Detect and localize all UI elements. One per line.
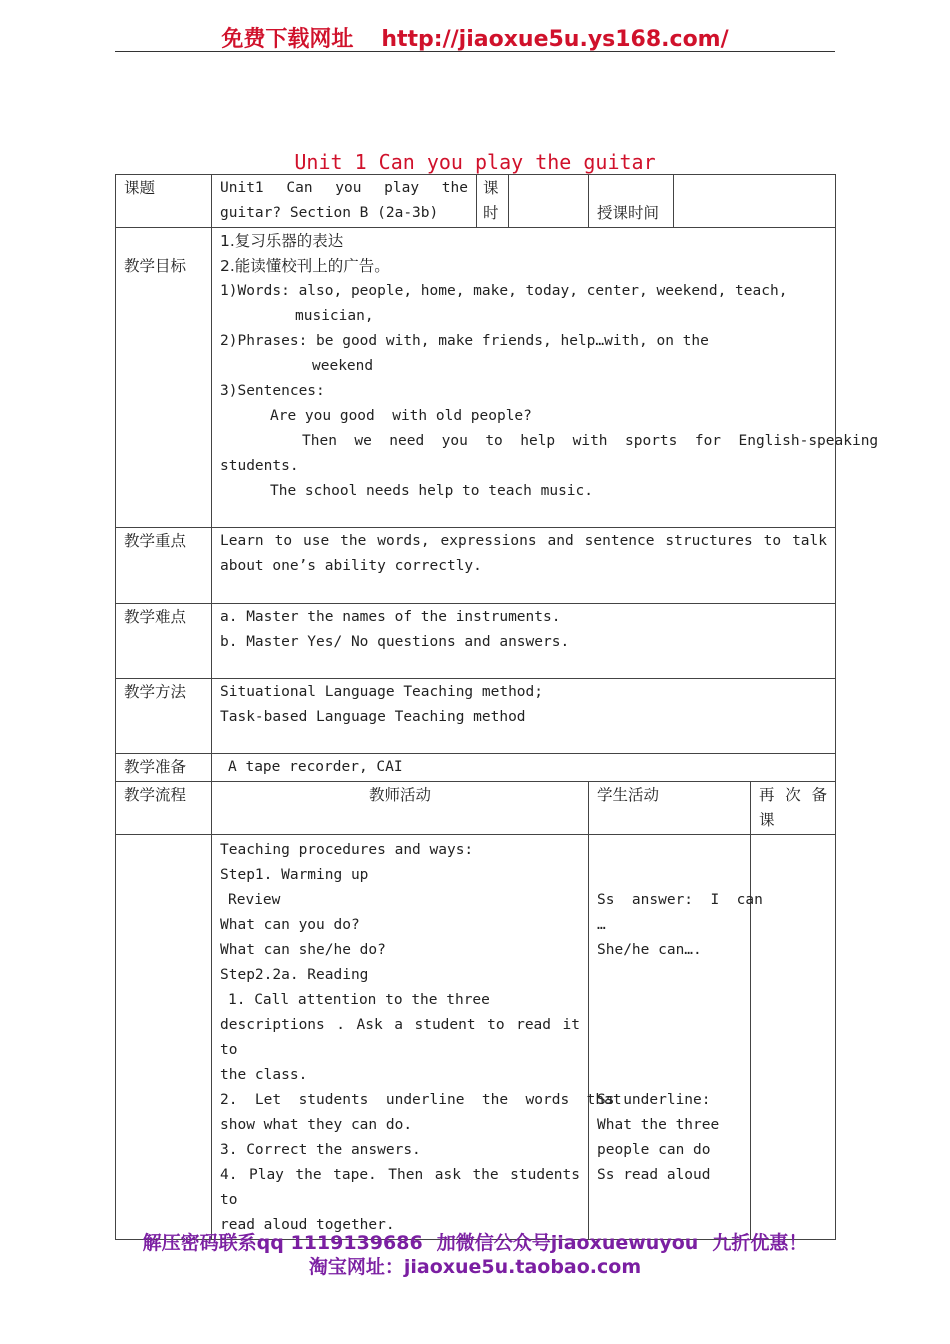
teacher-line: What can you do? — [220, 917, 360, 933]
key-points-line-2: about one’s ability correctly. — [220, 558, 482, 574]
objective-item: 1)Words: also, people, home, make, today, center, weekend, teach, — [220, 283, 788, 299]
key-points-line-1: Learn to use the words, expressions and sentence structures to talk — [220, 533, 827, 549]
hours-label-1: 课 — [483, 179, 499, 197]
objective-item: 2)Phrases: be good with, make friends, help…with, on the — [220, 333, 709, 349]
footer-discount: 九折优惠！ — [712, 1232, 808, 1254]
footer-taobao-link[interactable]: 淘宝网址：jiaoxue5u.taobao.com — [308, 1256, 642, 1278]
teacher-line: descriptions . Ask a student to read it to — [220, 1017, 580, 1058]
key-points-label: 教学重点 — [116, 528, 212, 604]
teacher-line: Step2.2a. Reading — [220, 967, 369, 983]
student-line: … — [597, 917, 606, 933]
topic-label: 课题 — [116, 175, 212, 228]
objective-item: The school needs help to teach music. — [270, 483, 594, 499]
objective-item: Are you good with old people? — [270, 408, 532, 424]
hours-value — [509, 175, 589, 228]
header-label: 免费下载网址 — [221, 27, 354, 52]
teacher-activity-content — [212, 835, 622, 1240]
student-line: She/he can…. — [597, 942, 702, 958]
teacher-line: 3. Correct the answers. — [220, 1142, 421, 1158]
teacher-line: What can she/he do? — [220, 942, 386, 958]
teacher-line: 2. Let students underline the words that — [220, 1092, 622, 1108]
topic-row — [116, 175, 836, 228]
methods-line-1: Situational Language Teaching method; — [220, 684, 544, 700]
student-line: Ss answer: I can — [597, 892, 763, 908]
lesson-plan-table — [115, 174, 879, 1240]
difficulties-content — [212, 604, 836, 679]
objective-item: 1.复习乐器的表达 — [220, 232, 344, 250]
teacher-line: show what they can do. — [220, 1117, 413, 1133]
objective-item: Then we need you to help with sports for English-speaking — [302, 433, 879, 449]
student-line: Ss read aloud — [597, 1167, 711, 1183]
teacher-line: Step1. Warming up — [220, 867, 369, 883]
footer-qq: 解压密码联系qq 1119139686 — [142, 1232, 423, 1254]
student-line: people can do — [597, 1142, 711, 1158]
time-label: 授课时间 — [589, 175, 674, 228]
difficulties-row — [116, 604, 836, 679]
student-line: What the three — [597, 1117, 720, 1133]
topic-line-1: Unit1 Can you play the — [220, 180, 468, 196]
objective-item: musician, — [295, 308, 374, 324]
process-empty-cell — [116, 835, 212, 1240]
topic-line-2: guitar? Section B (2a-3b) — [220, 205, 439, 221]
objective-item: weekend — [312, 358, 374, 374]
header-url-link[interactable]: http://jiaoxue5u.ys168.com/ — [381, 27, 729, 52]
objectives-label: 教学目标 — [116, 228, 212, 528]
methods-row — [116, 679, 836, 754]
footer-contact — [0, 1228, 950, 1255]
methods-label: 教学方法 — [116, 679, 212, 754]
difficulties-label: 教学难点 — [116, 604, 212, 679]
teacher-line: 1. Call attention to the three — [228, 992, 490, 1008]
footer-wechat: 加微信公众号jiaoxuewuyou — [436, 1232, 699, 1254]
process-content-row — [116, 835, 836, 1240]
objectives-content — [212, 228, 879, 528]
process-label: 教学流程 — [116, 782, 212, 835]
notes-content — [751, 835, 836, 1240]
difficulties-line-2: b. Master Yes/ No questions and answers. — [220, 634, 570, 650]
objectives-row — [116, 228, 836, 528]
key-points-row — [116, 528, 836, 604]
key-points-content — [212, 528, 836, 604]
hours-label — [477, 175, 509, 228]
notes-header: 再 次 备 课 — [751, 782, 836, 835]
teacher-line: Review — [228, 892, 281, 908]
teacher-line: 4. Play the tape. Then ask the students to — [220, 1167, 580, 1208]
page-title: Unit 1 Can you play the guitar — [294, 150, 656, 174]
student-line: Ss underline: — [597, 1092, 711, 1108]
topic-value — [212, 175, 477, 228]
teacher-line: Teaching procedures and ways: — [220, 842, 474, 858]
teacher-line: the class. — [220, 1067, 308, 1083]
objective-item: students. — [220, 458, 299, 474]
difficulties-line-1: a. Master the names of the instruments. — [220, 609, 561, 625]
hours-label-2: 时 — [483, 204, 499, 222]
header-banner — [0, 22, 950, 53]
objective-item: 3)Sentences: — [220, 383, 325, 399]
methods-line-2: Task-based Language Teaching method — [220, 709, 526, 725]
teacher-activity-header: 教师活动 — [212, 782, 589, 835]
header-divider — [115, 51, 835, 52]
objective-item: 2.能读懂校刊上的广告。 — [220, 257, 390, 275]
teacher-line: read aloud together. — [220, 1217, 395, 1233]
time-value — [674, 175, 836, 228]
student-activity-content — [589, 835, 763, 1240]
preparation-value: A tape recorder, CAI — [212, 754, 836, 782]
methods-content — [212, 679, 836, 754]
process-header-row — [116, 782, 836, 835]
preparation-row — [116, 754, 836, 782]
student-activity-header: 学生活动 — [589, 782, 751, 835]
preparation-label: 教学准备 — [116, 754, 212, 782]
